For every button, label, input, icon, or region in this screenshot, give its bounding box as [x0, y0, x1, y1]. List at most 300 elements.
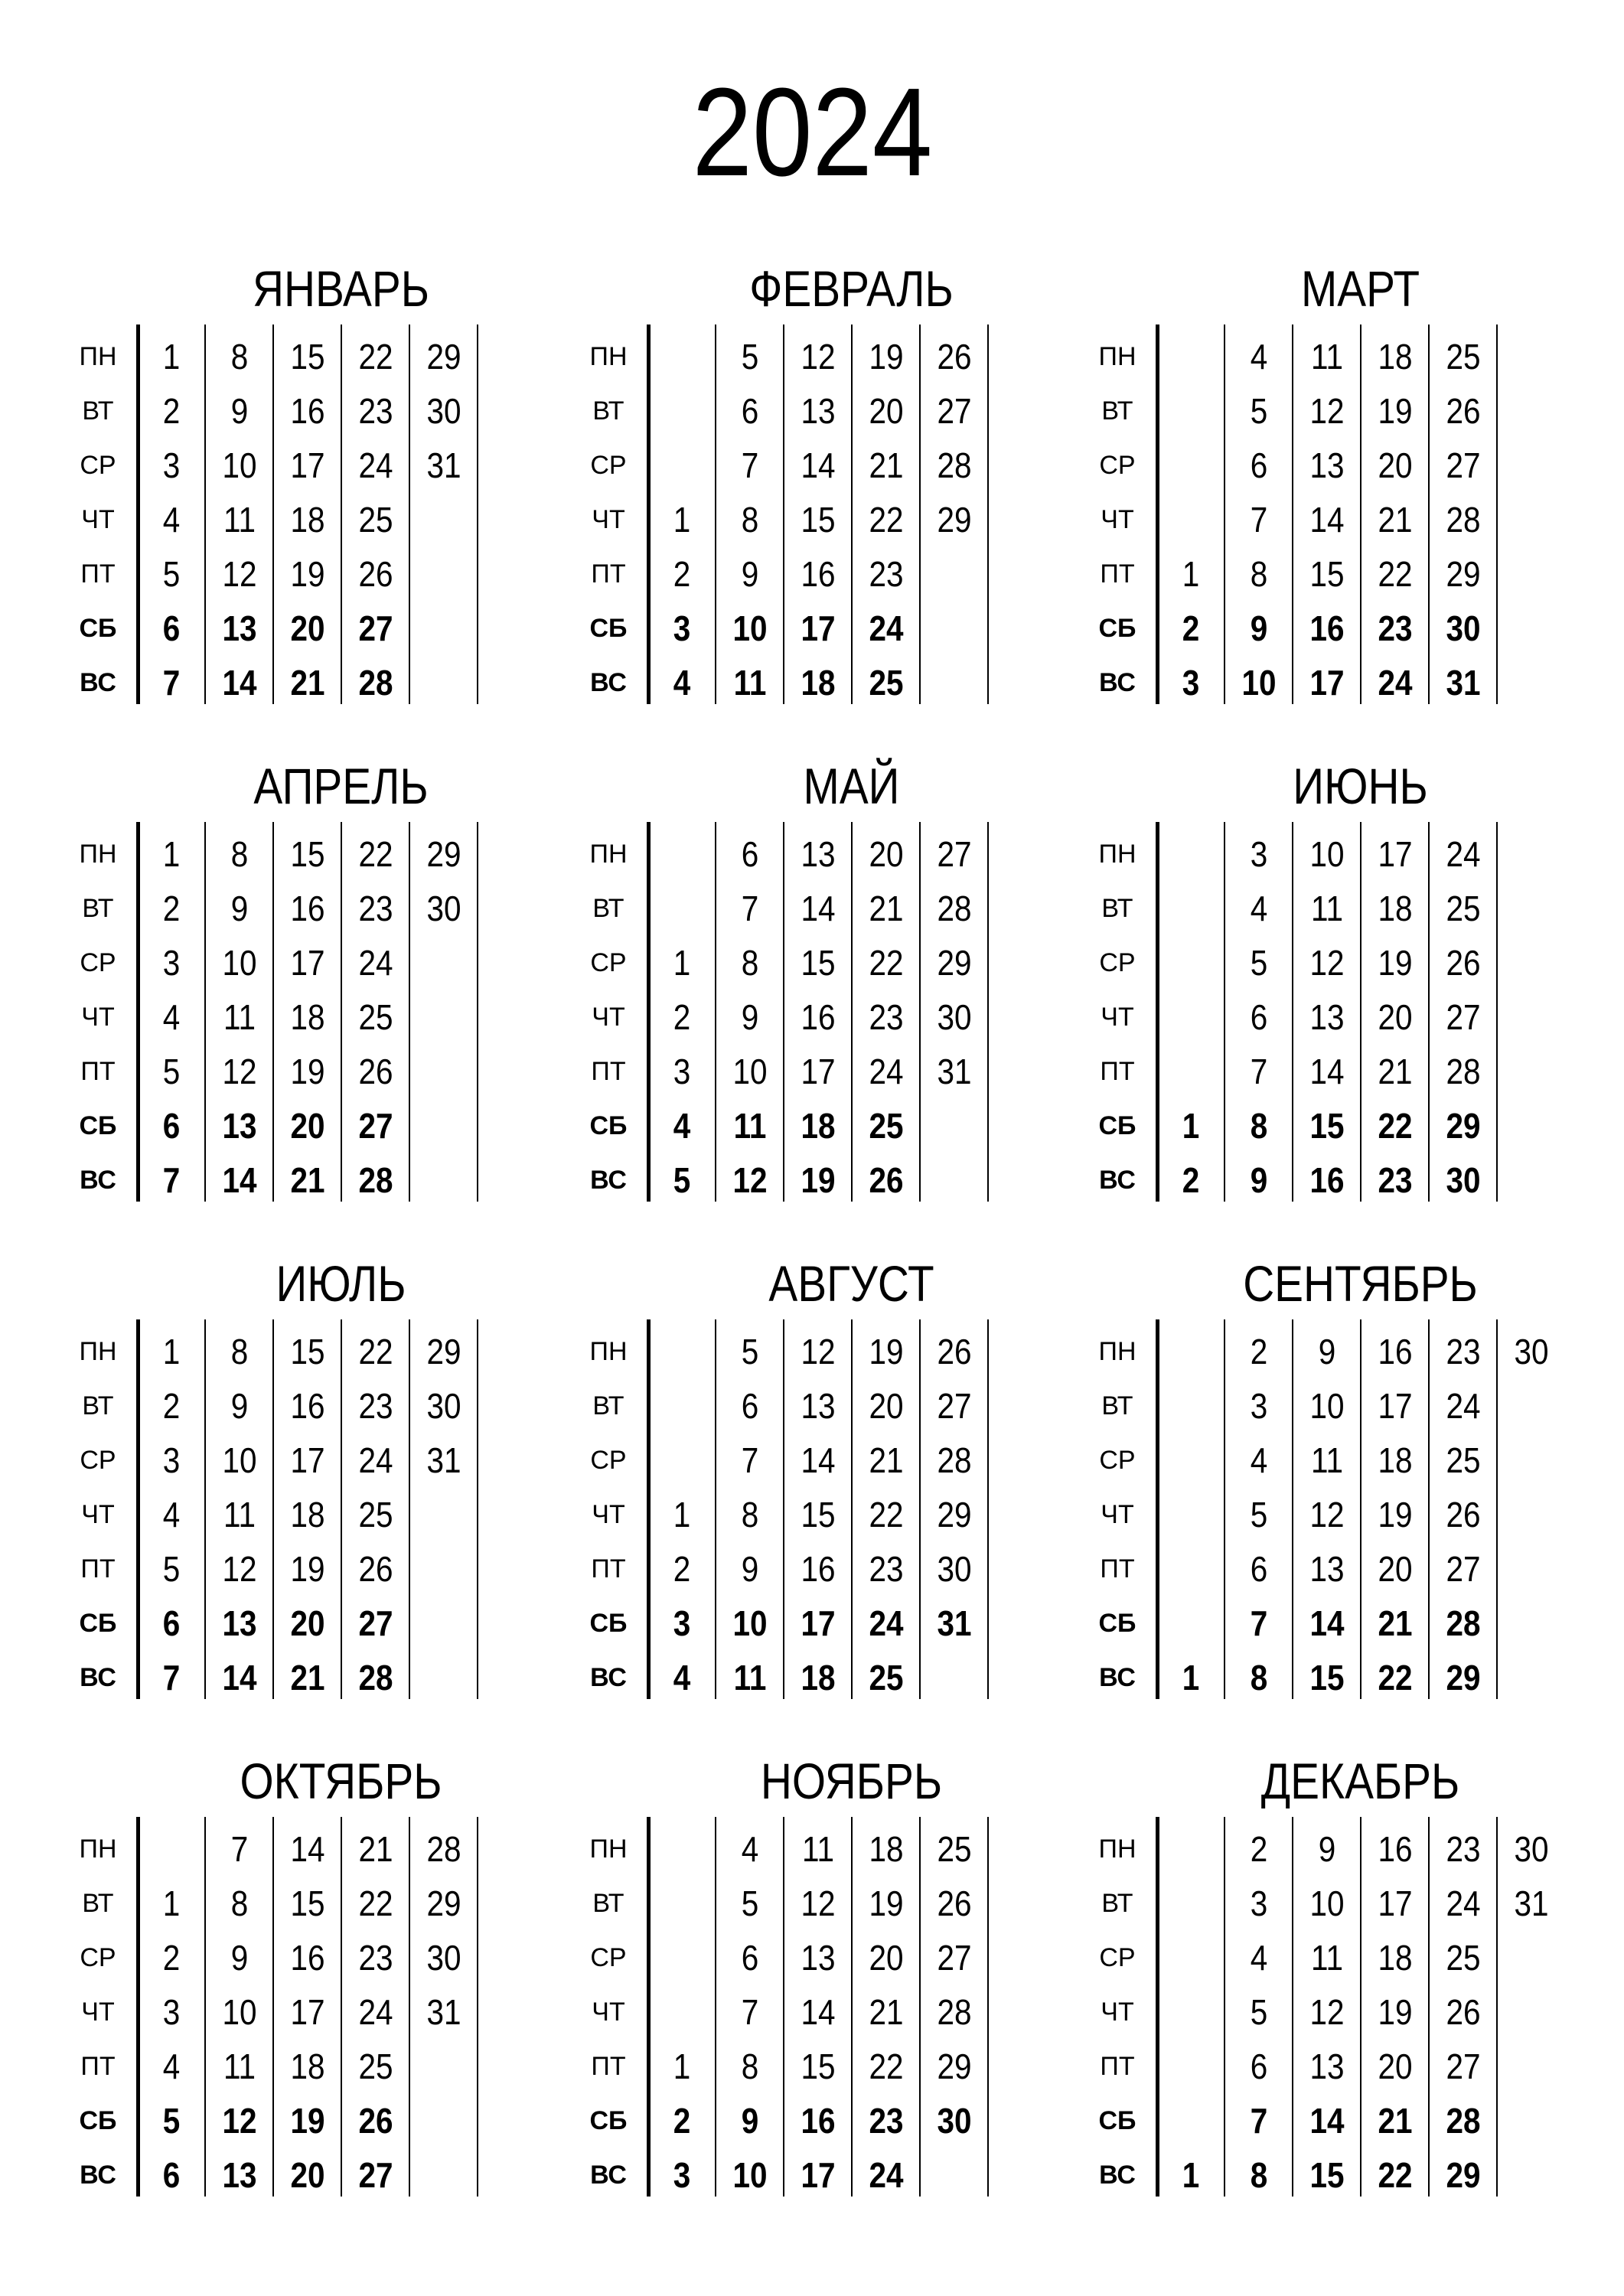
- week-divider: [987, 822, 989, 1202]
- weekday-label: СБ: [589, 1609, 628, 1638]
- week-divider: [1224, 822, 1225, 1202]
- weekday-label: ЧТ: [592, 1998, 625, 2027]
- day-cell: 23: [1446, 1332, 1481, 1371]
- day-cell: 21: [869, 1992, 904, 2032]
- day-cell: 12: [1309, 391, 1345, 431]
- weekday-label: ВС: [590, 2161, 627, 2190]
- weekday-label: СБ: [1098, 2106, 1136, 2135]
- day-cell: 23: [1378, 608, 1413, 648]
- day-cell: 18: [801, 1658, 836, 1698]
- day-cell: 21: [290, 663, 325, 703]
- day-cell: 18: [1378, 1440, 1413, 1480]
- day-cell: 4: [162, 1495, 181, 1534]
- week-divider: [477, 1319, 478, 1699]
- day-cell: 20: [869, 391, 904, 431]
- week-divider: [409, 1817, 410, 2197]
- day-cell: 24: [358, 1992, 393, 2032]
- week-divider: [851, 1817, 853, 2197]
- month-block: [578, 758, 1006, 1232]
- day-cell: 17: [1378, 834, 1413, 874]
- day-cell: 2: [1250, 1332, 1268, 1371]
- month-name: ДЕКАБРЬ: [1260, 1753, 1460, 1809]
- weekday-label: ЧТ: [81, 505, 115, 534]
- day-cell: 25: [358, 1495, 393, 1534]
- weekday-divider: [1156, 1817, 1159, 2197]
- day-cell: 14: [801, 1440, 836, 1480]
- week-divider: [477, 325, 478, 704]
- weekday-label: СБ: [589, 614, 628, 643]
- day-cell: 18: [869, 1829, 904, 1869]
- day-cell: 19: [1378, 1495, 1413, 1534]
- day-cell: 16: [290, 889, 325, 928]
- day-cell: 30: [426, 391, 461, 431]
- day-cell: 15: [801, 500, 836, 540]
- month-name: МАРТ: [1300, 260, 1420, 317]
- weekday-label: ЧТ: [592, 505, 625, 534]
- day-cell: 24: [358, 445, 393, 485]
- day-cell: 25: [358, 500, 393, 540]
- day-cell: 11: [223, 1495, 256, 1534]
- day-cell: 10: [222, 943, 257, 983]
- month-name: ЯНВАРЬ: [253, 260, 429, 317]
- day-cell: 12: [801, 1332, 836, 1371]
- day-cell: 3: [673, 608, 691, 648]
- day-cell: 14: [1309, 1052, 1345, 1091]
- day-cell: 26: [358, 554, 393, 594]
- weekday-label: ПТ: [591, 2052, 626, 2081]
- day-cell: 19: [869, 1332, 904, 1371]
- weekday-divider: [647, 1319, 651, 1699]
- weekday-label: ПН: [1098, 840, 1136, 869]
- day-cell: 22: [358, 834, 393, 874]
- day-cell: 12: [1309, 1495, 1345, 1534]
- day-cell: 28: [937, 1992, 972, 2032]
- day-cell: 30: [937, 1549, 972, 1589]
- month-block: [67, 1753, 496, 2227]
- day-cell: 4: [162, 997, 181, 1037]
- day-cell: 11: [1310, 889, 1344, 928]
- day-cell: 8: [230, 337, 249, 377]
- week-divider: [987, 1817, 989, 2197]
- day-cell: 2: [1182, 1160, 1200, 1200]
- week-divider: [919, 325, 921, 704]
- day-cell: 9: [230, 391, 249, 431]
- day-cell: 31: [937, 1052, 972, 1091]
- day-cell: 19: [290, 1549, 325, 1589]
- week-divider: [783, 822, 784, 1202]
- weekday-label: ЧТ: [81, 1003, 115, 1032]
- day-cell: 29: [1446, 2155, 1481, 2195]
- day-cell: 20: [1378, 1549, 1413, 1589]
- day-cell: 14: [801, 445, 836, 485]
- weekday-label: ВС: [1099, 668, 1136, 697]
- day-cell: 19: [1378, 1992, 1413, 2032]
- day-cell: 27: [937, 391, 972, 431]
- week-divider: [851, 822, 853, 1202]
- day-cell: 23: [358, 391, 393, 431]
- week-divider: [919, 822, 921, 1202]
- day-cell: 15: [1309, 1106, 1345, 1146]
- weekday-label: ПТ: [591, 1554, 626, 1583]
- day-cell: 15: [290, 1332, 325, 1371]
- day-cell: 26: [1446, 943, 1481, 983]
- day-cell: 25: [1446, 889, 1481, 928]
- day-cell: 10: [1309, 834, 1345, 874]
- day-cell: 4: [673, 1106, 691, 1146]
- day-cell: 23: [869, 997, 904, 1037]
- week-divider: [1224, 325, 1225, 704]
- week-divider: [919, 1319, 921, 1699]
- day-cell: 20: [290, 1106, 325, 1146]
- day-cell: 6: [741, 1938, 759, 1978]
- day-cell: 5: [1250, 391, 1268, 431]
- weekday-label: ПН: [79, 1835, 117, 1864]
- day-cell: 4: [1250, 337, 1268, 377]
- day-cell: 30: [937, 2101, 972, 2141]
- weekday-label: ВТ: [82, 894, 114, 923]
- day-cell: 24: [358, 943, 393, 983]
- day-cell: 3: [673, 2155, 691, 2195]
- month-name: АПРЕЛЬ: [253, 758, 429, 814]
- day-cell: 30: [1514, 1829, 1549, 1869]
- day-cell: 18: [801, 1106, 836, 1146]
- weekday-label: ЧТ: [1101, 505, 1134, 534]
- day-cell: 6: [162, 2155, 181, 2195]
- weekday-label: ЧТ: [592, 1003, 625, 1032]
- day-cell: 7: [741, 445, 759, 485]
- day-cell: 6: [1250, 2047, 1268, 2086]
- day-cell: 24: [869, 1052, 904, 1091]
- day-cell: 9: [741, 1549, 759, 1589]
- day-cell: 30: [426, 1938, 461, 1978]
- day-cell: 17: [290, 1992, 325, 2032]
- day-cell: 11: [223, 500, 256, 540]
- weekday-label: СР: [590, 1446, 627, 1475]
- day-cell: 5: [1250, 943, 1268, 983]
- day-cell: 14: [1309, 2101, 1345, 2141]
- day-cell: 6: [1250, 997, 1268, 1037]
- day-cell: 26: [358, 2101, 393, 2141]
- day-cell: 10: [222, 445, 257, 485]
- day-cell: 4: [673, 663, 691, 703]
- weekday-label: ВС: [80, 1166, 116, 1195]
- week-divider: [204, 1319, 206, 1699]
- week-divider: [783, 1817, 784, 2197]
- day-cell: 27: [937, 1938, 972, 1978]
- day-cell: 16: [290, 391, 325, 431]
- day-cell: 3: [1182, 663, 1200, 703]
- day-cell: 1: [673, 943, 691, 983]
- day-cell: 17: [290, 445, 325, 485]
- weekday-label: СБ: [1098, 1609, 1136, 1638]
- day-cell: 23: [358, 1938, 393, 1978]
- day-cell: 18: [290, 500, 325, 540]
- day-cell: 21: [1378, 1603, 1413, 1643]
- day-cell: 12: [732, 1160, 768, 1200]
- day-cell: 18: [1378, 1938, 1413, 1978]
- weekday-label: ПТ: [80, 1057, 116, 1086]
- day-cell: 26: [1446, 1992, 1481, 2032]
- week-divider: [341, 325, 342, 704]
- day-cell: 3: [1250, 834, 1268, 874]
- day-cell: 7: [162, 1658, 181, 1698]
- day-cell: 21: [869, 445, 904, 485]
- day-cell: 5: [162, 554, 181, 594]
- day-cell: 10: [732, 608, 768, 648]
- day-cell: 24: [869, 1603, 904, 1643]
- week-divider: [851, 1319, 853, 1699]
- day-cell: 19: [869, 1883, 904, 1923]
- day-cell: 29: [937, 1495, 972, 1534]
- day-cell: 15: [290, 834, 325, 874]
- weekday-label: ПТ: [591, 1057, 626, 1086]
- day-cell: 7: [741, 889, 759, 928]
- day-cell: 2: [673, 554, 691, 594]
- weekday-label: ВТ: [1101, 396, 1133, 426]
- day-cell: 21: [869, 889, 904, 928]
- day-cell: 8: [230, 1883, 249, 1923]
- day-cell: 2: [673, 1549, 691, 1589]
- day-cell: 22: [869, 2047, 904, 2086]
- month-block: [1087, 1255, 1549, 1730]
- day-cell: 6: [162, 1603, 181, 1643]
- day-cell: 2: [162, 1386, 181, 1426]
- day-cell: 11: [1310, 1938, 1344, 1978]
- weekday-label: ВТ: [1101, 1889, 1133, 1918]
- day-cell: 13: [1309, 445, 1345, 485]
- day-cell: 24: [1446, 1386, 1481, 1426]
- day-cell: 24: [1446, 834, 1481, 874]
- weekday-label: СР: [1099, 451, 1136, 480]
- day-cell: 10: [732, 1603, 768, 1643]
- day-cell: 7: [230, 1829, 249, 1869]
- day-cell: 23: [1378, 1160, 1413, 1200]
- weekday-label: СБ: [79, 1111, 117, 1140]
- day-cell: 15: [290, 337, 325, 377]
- day-cell: 15: [801, 943, 836, 983]
- day-cell: 25: [358, 2047, 393, 2086]
- day-cell: 7: [162, 663, 181, 703]
- weekday-label: ВС: [1099, 2161, 1136, 2190]
- day-cell: 8: [1250, 1106, 1268, 1146]
- day-cell: 20: [1378, 997, 1413, 1037]
- day-cell: 28: [426, 1829, 461, 1869]
- weekday-label: ПТ: [80, 1554, 116, 1583]
- day-cell: 25: [937, 1829, 972, 1869]
- week-divider: [1496, 1817, 1498, 2197]
- day-cell: 10: [222, 1440, 257, 1480]
- day-cell: 20: [290, 2155, 325, 2195]
- day-cell: 12: [222, 554, 257, 594]
- day-cell: 1: [162, 1332, 181, 1371]
- day-cell: 13: [801, 1938, 836, 1978]
- weekday-label: ВТ: [1101, 1391, 1133, 1420]
- day-cell: 8: [741, 2047, 759, 2086]
- day-cell: 21: [290, 1658, 325, 1698]
- day-cell: 29: [937, 500, 972, 540]
- day-cell: 10: [732, 1052, 768, 1091]
- week-divider: [1292, 325, 1293, 704]
- day-cell: 18: [801, 663, 836, 703]
- weekday-label: ПТ: [80, 559, 116, 589]
- day-cell: 25: [869, 663, 904, 703]
- weekday-divider: [647, 822, 651, 1202]
- day-cell: 10: [1241, 663, 1277, 703]
- weekday-label: ВТ: [592, 396, 624, 426]
- week-divider: [1224, 1817, 1225, 2197]
- day-cell: 19: [1378, 943, 1413, 983]
- day-cell: 3: [162, 1440, 181, 1480]
- day-cell: 26: [937, 1332, 972, 1371]
- day-cell: 5: [741, 1883, 759, 1923]
- weekday-label: ЧТ: [1101, 1500, 1134, 1529]
- weekday-label: ВТ: [592, 894, 624, 923]
- day-cell: 17: [290, 1440, 325, 1480]
- day-cell: 9: [230, 1938, 249, 1978]
- day-cell: 3: [1250, 1386, 1268, 1426]
- weekday-label: ВС: [80, 2161, 116, 2190]
- day-cell: 15: [1309, 1658, 1345, 1698]
- week-divider: [1496, 1319, 1498, 1699]
- day-cell: 11: [1310, 1440, 1344, 1480]
- day-cell: 8: [741, 943, 759, 983]
- weekday-label: ВС: [1099, 1166, 1136, 1195]
- day-cell: 6: [741, 1386, 759, 1426]
- day-cell: 12: [801, 337, 836, 377]
- day-cell: 19: [1378, 391, 1413, 431]
- day-cell: 30: [1514, 1332, 1549, 1371]
- weekday-label: СБ: [79, 1609, 117, 1638]
- day-cell: 5: [741, 1332, 759, 1371]
- day-cell: 12: [222, 1052, 257, 1091]
- day-cell: 30: [937, 997, 972, 1037]
- day-cell: 4: [1250, 1440, 1268, 1480]
- day-cell: 26: [358, 1549, 393, 1589]
- day-cell: 7: [162, 1160, 181, 1200]
- day-cell: 8: [230, 1332, 249, 1371]
- day-cell: 10: [1309, 1883, 1345, 1923]
- day-cell: 22: [1378, 2155, 1413, 2195]
- day-cell: 5: [1250, 1992, 1268, 2032]
- day-cell: 18: [1378, 337, 1413, 377]
- weekday-label: ПТ: [80, 2052, 116, 2081]
- day-cell: 17: [1309, 663, 1345, 703]
- day-cell: 7: [1250, 2101, 1268, 2141]
- day-cell: 30: [426, 1386, 461, 1426]
- day-cell: 22: [1378, 554, 1413, 594]
- day-cell: 2: [162, 889, 181, 928]
- week-divider: [477, 822, 478, 1202]
- month-block: [578, 260, 1006, 735]
- day-cell: 13: [1309, 997, 1345, 1037]
- day-cell: 16: [1309, 608, 1345, 648]
- day-cell: 24: [869, 608, 904, 648]
- day-cell: 19: [290, 1052, 325, 1091]
- weekday-label: ПН: [589, 1337, 628, 1366]
- week-divider: [272, 325, 274, 704]
- day-cell: 5: [162, 1549, 181, 1589]
- weekday-label: ПН: [589, 1835, 628, 1864]
- day-cell: 5: [673, 1160, 691, 1200]
- day-cell: 29: [1446, 1658, 1481, 1698]
- day-cell: 28: [1446, 1052, 1481, 1091]
- week-divider: [1496, 325, 1498, 704]
- day-cell: 12: [222, 1549, 257, 1589]
- day-cell: 9: [230, 889, 249, 928]
- day-cell: 17: [801, 608, 836, 648]
- day-cell: 23: [358, 889, 393, 928]
- day-cell: 16: [801, 554, 836, 594]
- day-cell: 11: [733, 1658, 767, 1698]
- day-cell: 28: [358, 1658, 393, 1698]
- day-cell: 13: [222, 2155, 257, 2195]
- day-cell: 23: [1446, 1829, 1481, 1869]
- day-cell: 13: [222, 1106, 257, 1146]
- day-cell: 30: [1446, 608, 1481, 648]
- weekday-label: ЧТ: [81, 1998, 115, 2027]
- weekday-label: ПТ: [591, 559, 626, 589]
- day-cell: 6: [741, 391, 759, 431]
- day-cell: 9: [1250, 1160, 1268, 1200]
- day-cell: 17: [801, 1603, 836, 1643]
- weekday-label: ВТ: [82, 396, 114, 426]
- day-cell: 19: [290, 554, 325, 594]
- day-cell: 28: [358, 1160, 393, 1200]
- day-cell: 2: [1182, 608, 1200, 648]
- day-cell: 3: [1250, 1883, 1268, 1923]
- day-cell: 16: [1378, 1332, 1413, 1371]
- day-cell: 31: [1514, 1883, 1549, 1923]
- weekday-label: СБ: [79, 2106, 117, 2135]
- month-name: СЕНТЯБРЬ: [1243, 1255, 1478, 1312]
- day-cell: 18: [290, 1495, 325, 1534]
- day-cell: 17: [1378, 1386, 1413, 1426]
- day-cell: 1: [1182, 1106, 1200, 1146]
- day-cell: 6: [162, 608, 181, 648]
- week-divider: [1360, 325, 1361, 704]
- day-cell: 23: [358, 1386, 393, 1426]
- weekday-label: СР: [80, 1943, 116, 1972]
- day-cell: 4: [1250, 889, 1268, 928]
- day-cell: 14: [801, 889, 836, 928]
- week-divider: [783, 325, 784, 704]
- day-cell: 22: [358, 337, 393, 377]
- day-cell: 29: [426, 337, 461, 377]
- day-cell: 12: [801, 1883, 836, 1923]
- day-cell: 22: [1378, 1658, 1413, 1698]
- day-cell: 30: [426, 889, 461, 928]
- day-cell: 13: [1309, 1549, 1345, 1589]
- day-cell: 24: [358, 1440, 393, 1480]
- day-cell: 1: [673, 2047, 691, 2086]
- day-cell: 21: [290, 1160, 325, 1200]
- weekday-label: СР: [1099, 948, 1136, 977]
- day-cell: 28: [1446, 1603, 1481, 1643]
- week-divider: [1360, 822, 1361, 1202]
- day-cell: 15: [1309, 2155, 1345, 2195]
- weekday-label: ВС: [590, 1166, 627, 1195]
- month-name: МАЙ: [803, 758, 900, 814]
- day-cell: 3: [673, 1603, 691, 1643]
- day-cell: 26: [1446, 391, 1481, 431]
- day-cell: 2: [673, 997, 691, 1037]
- week-divider: [715, 325, 716, 704]
- day-cell: 30: [1446, 1160, 1481, 1200]
- weekday-label: ЧТ: [1101, 1998, 1134, 2027]
- week-divider: [919, 1817, 921, 2197]
- day-cell: 4: [162, 500, 181, 540]
- day-cell: 28: [937, 445, 972, 485]
